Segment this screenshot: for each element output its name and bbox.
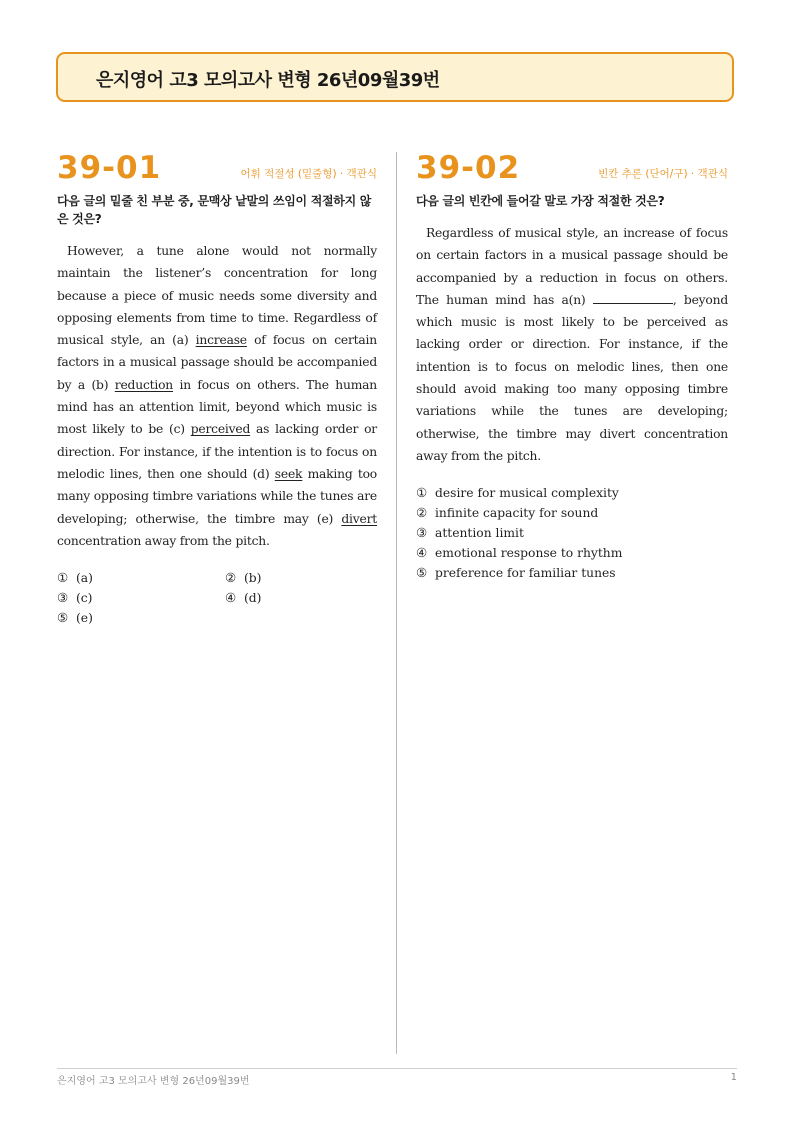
choice-text: (a) — [76, 571, 93, 586]
answer-choices — [57, 568, 377, 628]
choice-text: emotional response to rhythm — [435, 546, 623, 561]
choice-option[interactable] — [57, 608, 225, 628]
question-type: 빈칸 추론 (단어/구) · 객관식 — [598, 168, 728, 180]
answer-choices — [416, 483, 728, 583]
choice-option[interactable] — [225, 568, 375, 588]
choice-option[interactable] — [57, 568, 225, 588]
question-header — [416, 150, 728, 190]
choice-text: attention limit — [435, 526, 524, 541]
choice-number: ① — [416, 486, 428, 501]
choice-text: (b) — [244, 571, 262, 586]
passage — [416, 222, 728, 467]
page-title: 은지영어 고3 모의고사 변형 26년09월39번 — [96, 70, 440, 91]
choice-number: ② — [225, 571, 237, 586]
underlined-word-a: increase — [195, 333, 247, 348]
choice-option[interactable] — [416, 523, 728, 543]
choice-text: preference for familiar tunes — [435, 566, 616, 581]
passage-text: concentration away from the pitch. — [57, 533, 270, 548]
underlined-word-e: divert — [341, 511, 377, 526]
choice-text: infinite capacity for sound — [435, 506, 599, 521]
choice-number: ③ — [416, 526, 428, 541]
question-instruction: 다음 글의 밑줄 친 부분 중, 문맥상 낱말의 쓰임이 적절하지 않은 것은? — [57, 194, 372, 226]
question-number: 39-01 — [57, 150, 162, 186]
choice-number: ④ — [416, 546, 428, 561]
choice-number: ① — [57, 571, 69, 586]
answer-blank — [593, 291, 673, 304]
choice-option[interactable] — [416, 543, 728, 563]
choice-option[interactable] — [416, 483, 728, 503]
underlined-word-d: seek — [274, 466, 303, 481]
page-number: 1 — [730, 1072, 737, 1083]
column-divider — [396, 152, 397, 1054]
choice-option[interactable] — [57, 588, 225, 608]
passage — [57, 240, 377, 552]
underlined-word-c: perceived — [190, 422, 251, 437]
choice-number: ⑤ — [57, 611, 69, 626]
question-39-02 — [416, 150, 728, 583]
choice-text: (d) — [244, 591, 262, 606]
passage-text: of focus on certain factors in a musical passage should be accompanied by a (b) — [57, 333, 377, 392]
title-banner — [56, 52, 734, 102]
question-39-01 — [57, 150, 377, 628]
choice-option[interactable] — [225, 588, 375, 608]
passage-text: Regardless of musical style, an increase of focus on certain factors in a musical passage should be accompanied by a reduction in focus on others. The human mind has a(n) — [416, 226, 728, 307]
passage-text: in focus on others. The human mind has an attention limit, beyond which music is most likely to be (c) — [57, 377, 378, 437]
choice-number: ④ — [225, 591, 237, 606]
underlined-word-b: reduction — [114, 377, 174, 392]
choice-option[interactable] — [416, 563, 728, 583]
footer-divider — [57, 1068, 737, 1069]
question-instruction: 다음 글의 빈칸에 들어갈 말로 가장 적절한 것은? — [416, 194, 665, 208]
question-number: 39-02 — [416, 150, 521, 186]
passage-text: as lacking order or direction. For instance, if the intention is to focus on melodic lines, then one should (d) — [57, 422, 377, 481]
question-type: 어휘 적절성 (밑줄형) · 객관식 — [240, 168, 377, 180]
choice-option[interactable] — [416, 503, 728, 523]
footer-title: 은지영어 고3 모의고사 변형 26년09월39번 — [57, 1076, 250, 1087]
choice-number: ⑤ — [416, 566, 428, 581]
passage-text: , beyond which music is most likely to be perceived as lacking order or direction. For instance, if the intention is to focus on melodic lines, then one should avoid making too many opposing timbre variations while the tunes are developing; otherwise, the timbre may divert concentration away from the pitch. — [416, 292, 729, 463]
choice-text: desire for musical complexity — [435, 486, 619, 501]
choice-text: (e) — [76, 611, 93, 626]
passage-text: making too many opposing timbre variations while the tunes are developing; otherwise, the timbre may (e) — [57, 466, 377, 526]
choice-number: ② — [416, 506, 428, 521]
question-header — [57, 150, 377, 190]
choice-text: (c) — [76, 591, 93, 606]
passage-text: However, a tune alone would not normally maintain the listener’s concentration for long because a piece of music needs some diversity and opposing elements from time to time. Regardless of musical style, an (a) — [57, 244, 377, 348]
choice-number: ③ — [57, 591, 69, 606]
